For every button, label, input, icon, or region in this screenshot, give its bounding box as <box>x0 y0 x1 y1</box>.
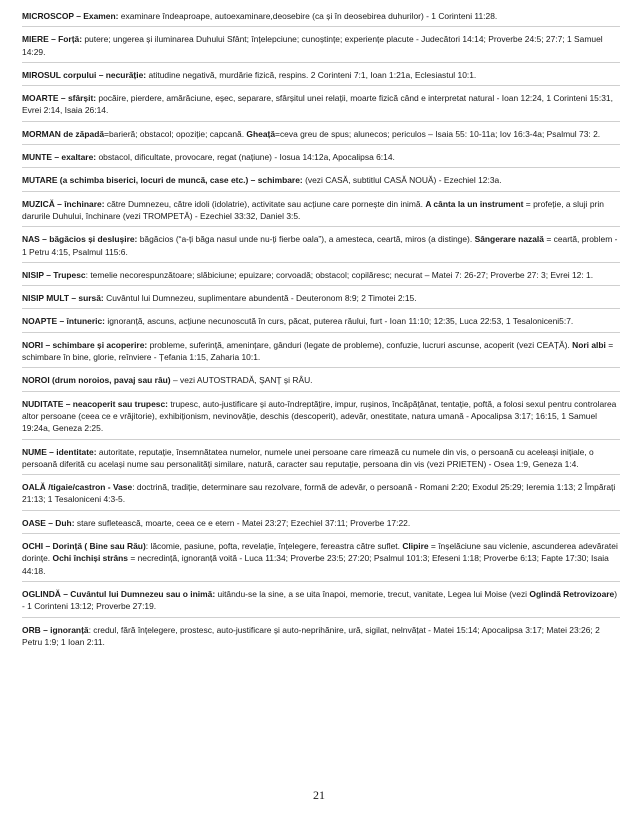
entry-term: MUTARE (a schimba biserici, locuri de muncă, case etc.) – schimbare: <box>22 175 303 186</box>
entry-text: obstacol, dificultate, provocare, regat (națiune) - Iosua 14:12a, Apocalipsa 6:14. <box>96 152 395 163</box>
dictionary-entry <box>22 92 620 122</box>
entry-term: OALĂ /tigaie/castron - Vase <box>22 482 133 493</box>
dictionary-entry <box>22 588 620 618</box>
entry-term: Ochi închiși strâns <box>52 553 128 564</box>
dictionary-entry <box>22 315 620 332</box>
dictionary-entry <box>22 233 620 263</box>
dictionary-entry <box>22 269 620 286</box>
entry-text: probleme, suferință, amenințare, gânduri (legate de probleme), confuzie, lucruri ascunse, acoperit (vezi CEAȚĂ). <box>147 339 573 350</box>
entry-term: OCHI – Dorință ( Bine sau Rău) <box>22 541 146 552</box>
entry-term: MUZICĂ – închinare: <box>22 198 105 209</box>
entry-text: = profeție, a sluji prin darurile Duhului, închinare (vezi TROMPETĂ) - Ezechiel 33:32, Daniel 3:5. <box>22 198 604 221</box>
entry-term: OGLINDĂ – Cuvântul lui Dumnezeu sau o inimă: <box>22 588 216 599</box>
entry-text: uitându-se la sine, a se uita înapoi, memorie, trecut, vanitate, Legea lui Moise (vezi <box>215 588 530 599</box>
dictionary-entry <box>22 374 620 391</box>
entry-text: pocăire, pierdere, amărăciune, eșec, separare, sfârșitul unei relații, moarte fizică când e interpretat natural - Ioan 12:24, 1 Corinteni 15:31, Evrei 2:14, Isaia 26:14. <box>22 93 613 116</box>
dictionary-entry <box>22 174 620 191</box>
entry-text: =barieră; obstacol; opoziție; capcană. <box>104 128 247 139</box>
entry-text: către Dumnezeu, către idoli (idolatrie), activitate sau acțiune care pornește din inimă. <box>104 198 426 209</box>
entry-text: putere; ungerea și iluminarea Duhului Sfânt; înțelepciune; cunoștințe; experiențe placute - Judecători 14:14; Proverbe 24:5; 27:7; 1 Samuel 14:29. <box>22 34 603 57</box>
entry-term: MORMAN de zăpadă <box>22 128 105 139</box>
dictionary-entries <box>22 10 620 658</box>
entry-text: : doctrină, tradiție, determinare sau rezolvare, formă de adevăr, o persoană - Romani 2:20; Exodul 25:29; Ieremia 1:13; 2 Împărați 21:13; 1 Tesaloniceni 4:3-5. <box>22 482 616 505</box>
entry-text: ) - 1 Corinteni 13:12; Proverbe 27:19. <box>22 588 618 612</box>
entry-text: examinare îndeaproape, autoexaminare,deosebire (ca și în deosebirea duhurilor) - 1 Corinteni 11:28. <box>118 11 498 21</box>
dictionary-entry <box>22 69 620 86</box>
entry-text: – vezi AUTOSTRADĂ, ȘANȚ și RÂU. <box>170 375 313 386</box>
entry-term: MOARTE – sfârșit: <box>22 93 97 104</box>
entry-text: autoritate, reputație, însemnătatea numelor, numele unei persoane care rimează cu numele din vis, o persoană cu aceleași inițiale, o persoană diferită cu același nume sau personalități similare, natură, caracter sau reputație, persoana din vis (vezi PRIETEN) - Osea 1:9, Geneza 1:4. <box>22 446 594 469</box>
entry-text: (vezi CASĂ, subtitlul CASĂ NOUĂ) - Ezechiel 12:3a. <box>302 175 502 186</box>
entry-term: MICROSCOP – Examen: <box>22 11 119 21</box>
dictionary-entry <box>22 540 620 582</box>
entry-term: NISIP – Trupesc <box>22 269 86 280</box>
dictionary-entry <box>22 398 620 440</box>
dictionary-entry <box>22 624 620 653</box>
entry-text: = ceartă, problem - 1 Petru 4:15, Psalmul 115:6. <box>22 234 618 257</box>
page-number: 21 <box>313 788 325 802</box>
entry-term: MIERE – Forță: <box>22 34 83 45</box>
entry-text: = necredință, ignoranță voită - Luca 11:34; Proverbe 23:5; 27:20; Psalmul 101:3; Efeseni 1:18; Proverbe 6:13; Fapte 17:30; Isaia 44:18. <box>22 553 609 576</box>
entry-term: NORI – schimbare și acoperire: <box>22 339 148 350</box>
entry-text: : lăcomie, pasiune, pofta, revelație, înțelegere, fereastra către suflet. <box>145 541 403 552</box>
entry-term: ORB – ignoranță <box>22 624 89 635</box>
dictionary-entry <box>22 198 620 228</box>
entry-text: atitudine negativă, murdărie fizică, respins. 2 Corinteni 7:1, Ioan 1:21a, Eclesiastul 10:1. <box>146 69 477 80</box>
entry-term: NUDITATE – neacoperit sau trupesc: <box>22 398 168 409</box>
entry-text: = schimbare în bine, glorie, reînviere - Țefania 1:15, Zaharia 10:1. <box>22 339 614 363</box>
dictionary-entry <box>22 339 620 369</box>
entry-text: trupesc, auto-justificare și auto-îndreptățire, impur, rușinos, încăpățânat, tentație, poftă, a folosi sexul pentru controlarea altor persoane (ceea ce e vrăjitorie), exhibiționism, nevinovăție, deschis (descoperit), adevăr, onestitate, natura umană - Apocalipsa 3:17; 16:15, 1 Samuel 19:24a, Geneza 2:25. <box>22 398 617 434</box>
dictionary-entry <box>22 517 620 534</box>
entry-term: MUNTE – exaltare: <box>22 152 97 163</box>
entry-text: Cuvântul lui Dumnezeu, suplimentare abundentă - Deuteronom 8:9; 2 Timotei 2:15. <box>103 293 417 304</box>
entry-text: =ceva greu de spus; alunecos; periculos – Isaia 55: 10-11a; Iov 16:3-4a; Psalmul 73: 2. <box>275 128 601 139</box>
entry-term: Nori albi <box>572 339 606 350</box>
entry-term: OASE – Duh: <box>22 517 75 528</box>
dictionary-entry <box>22 10 620 27</box>
entry-text: : temelie necorespunzătoare; slăbiciune; epuizare; corvoadă; obstacol; copilăresc; necurat – Matei 7: 26-27; Proverbe 27: 3; Evrei 12: 1. <box>85 269 594 280</box>
entry-term: NOROI (drum noroios, pavaj sau râu) <box>22 375 171 386</box>
dictionary-entry <box>22 128 620 145</box>
dictionary-entry <box>22 446 620 476</box>
entry-term: NISIP MULT – sursă: <box>22 293 104 304</box>
entry-term: Oglindă Retrovizoare <box>529 588 615 599</box>
entry-text: stare sufletească, moarte, ceea ce e etern - Matei 23:27; Ezechiel 37:11; Proverbe 17:22. <box>74 517 411 528</box>
entry-text: : credul, fără înțelegere, prostesc, auto-justificare și auto-neprihănire, ură, sigilat, nelnvățat - Matei 15:14; Apocalipsa 3:17; Matei 23:26; 2 Petru 1:9; 1 Ioan 2:11. <box>22 624 600 647</box>
entry-text: = înșelăciune sau viclenie, ascunderea adevăratei dorințe. <box>22 541 618 564</box>
entry-term: A cânta la un instrument <box>425 198 524 209</box>
entry-term: Sângerare nazală <box>474 234 544 245</box>
entry-term: Clipire <box>402 541 429 552</box>
entry-text: băgăcios (“a-ți băga nasul unde nu-ți fierbe oala”), a amesteca, ceartă, miros (a distinge). <box>137 234 475 245</box>
dictionary-entry <box>22 292 620 309</box>
entry-term: Gheață <box>246 128 276 139</box>
entry-term: MIROSUL corpului – necurăție: <box>22 69 147 80</box>
entry-term: NAS – băgăcios și desluşire: <box>22 234 138 245</box>
entry-text: ignoranță, ascuns, acțiune necunoscută în curs, păcat, puterea răului, furt - Ioan 11:10; 12:35, Luca 22:53, 1 Tesaloniceni5:7. <box>104 316 574 327</box>
dictionary-entry <box>22 33 620 63</box>
entry-term: NUME – identitate: <box>22 446 97 457</box>
entry-term: NOAPTE – întuneric: <box>22 316 105 327</box>
dictionary-entry <box>22 151 620 168</box>
dictionary-entry <box>22 481 620 511</box>
